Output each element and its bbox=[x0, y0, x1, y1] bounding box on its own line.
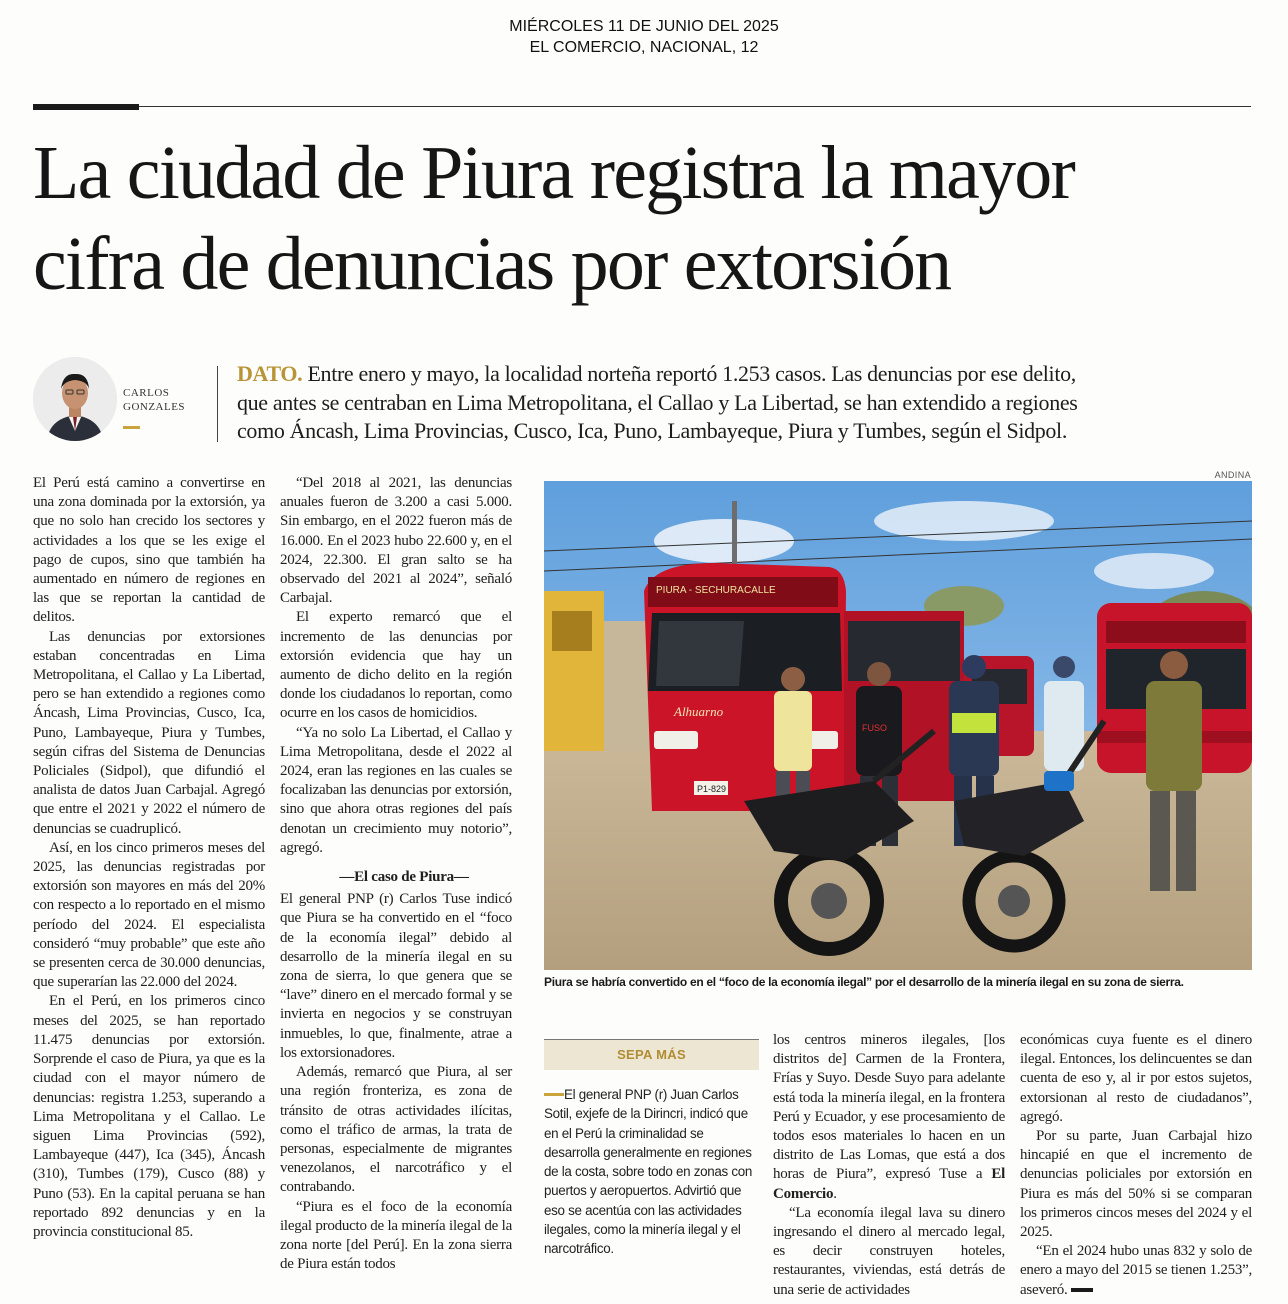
headline-line-1: La ciudad de Piura registra la mayor bbox=[33, 131, 1074, 215]
paragraph: “Piura es el foco de la economía ilegal producto de la minería ilegal de la zona norte [del Perú]. En la zona sierra de Piura están todos bbox=[280, 1198, 512, 1273]
paragraph: El experto remarcó que el incremento de las denuncias por extorsión evidencia que hay un aumento de dicho delito en la región donde los ciudadanos lo reportan, como ocurre en los casos de homicidios. bbox=[280, 609, 512, 722]
paragraph: Así, en los cinco primeros meses del 2025, las denuncias registradas por extorsión son mayores en más del 20% con respecto a lo reportado en el mismo período del 2024. El especialista consideró “muy probable” que este año se presenten cerca de 30.000 denuncias, que superarían las 22.000 del 2024. bbox=[33, 839, 265, 991]
article-column-4 bbox=[773, 1031, 1005, 1300]
end-mark-icon bbox=[1071, 1288, 1093, 1292]
paragraph: Las denuncias por extorsiones estaban concentradas en Lima Metropolitana, el Callao y La Libertad, pero se han extendido a regiones como Áncash, Lima Provincias, Cusco, Ica, Puno, Lambayeque, Piura y Tumbes, según cifras del Sistema de Denuncias Policiales (Sidpol), que difundió el analista de datos Juan Carbajal. Agregó que entre el 2021 y 2022 el número de denuncias se cuadruplicó. bbox=[33, 628, 265, 837]
author-portrait-icon bbox=[33, 357, 117, 441]
author-first-name: CARLOS bbox=[123, 387, 170, 399]
dato-line-3: como Áncash, Lima Provincias, Cusco, Ica, Puno, Lambayeque, Piura y Tumbes, según el Sidpol. bbox=[237, 418, 1067, 443]
paragraph: El general PNP (r) Carlos Tuse indicó que Piura se ha convertido en el “foco de la economía ilegal” debido al desarrollo de la minería ilegal en su zona de sierra, lo que genera que se “lave” dinero en el mercado formal y se invierta en negocios y se construyan inmuebles, lo que, finalmente, atrae a los extorsionadores. bbox=[280, 891, 512, 1061]
author-avatar bbox=[33, 357, 117, 441]
paragraph: Por su parte, Juan Carbajal hizo hincapié en que el incremento de denuncias policiales por extorsión en Piura es más del 50% si se comparan los primeros cincos meses del 2024 y el 2025. bbox=[1020, 1128, 1252, 1241]
paragraph: económicas cuya fuente es el dinero ilegal. Entonces, los delincuentes se dan cuenta de eso y, al ir por estos sujetos, extorsionan al resto de ciudadanos”, agregó. bbox=[1020, 1032, 1252, 1125]
paragraph-text: los centros mineros ilegales, [los distritos de] Carmen de la Frontera, Frías y Suyo. Desde Suyo para adelante está toda la minería ilegal, en la frontera Perú y Ecuador, y ese procesamiento de todos esos materiales lo hacen en un distrito de Las Lomas, que está a dos horas de Piura”, expresó Tuse a bbox=[773, 1032, 1005, 1183]
paragraph-text: “En el 2024 hubo unas 832 y solo de enero a mayo del 2015 se tienen 1.253”, aseveró. bbox=[1020, 1243, 1252, 1298]
article-column-5 bbox=[1020, 1031, 1252, 1300]
paragraph: Además, remarcó que Piura, al ser una región fronteriza, es zona de tránsito de otras actividades ilícitas, como el tráfico de armas, la trata de personas, especialmente de migrantes venezolanos, el narcotráfico y el contrabando. bbox=[280, 1064, 512, 1196]
paragraph bbox=[1020, 1242, 1252, 1300]
dato-summary bbox=[237, 360, 1257, 446]
bus-destination-sign: PIURA - SECHURA bbox=[656, 585, 744, 596]
bus-scene-illustration-icon bbox=[544, 481, 1252, 970]
paragraph: “Del 2018 al 2021, las denuncias anuales fueron de 3.200 a casi 5.000. Sin embargo, en el 2022 fueron más de 16.000. En el 2023 hubo 22.600 y, en el 2024, 22.300. El gran salto se ha observado del 2021 al 2024”, señaló Carbajal. bbox=[280, 475, 512, 607]
paragraph: El Perú está camino a convertirse en una zona dominada por la extorsión, ya que no solo han crecido los sectores y actividades a los que se les exige el pago de cupos, sino que también ha aumentado en número de regiones en las que se reportan la cantidad de delitos. bbox=[33, 475, 265, 626]
author-accent-bar bbox=[123, 426, 140, 429]
bus-brand-label: Alhuarno bbox=[674, 704, 724, 719]
paragraph: “La economía ilegal lava su dinero ingresando el dinero al mercado legal, es decir construyen hoteles, restaurantes, viviendas, está detrás de una serie de actividades bbox=[773, 1204, 1005, 1298]
article-column-2 bbox=[280, 474, 512, 1274]
paragraph: En el Perú, en los primeros cinco meses del 2025, se han reportado 11.475 denuncias por extorsión. Sorprende el caso de Piura, ya que es la ciudad con el mayor número de denuncias: registra 1.253, superando a Lima Metropolitana y el Callao. Le siguen Lima Provincias (592), Lambayeque (447), Ica (345), Áncash (310), Tumbes (179), Cusco (88) y Puno (53). En la capital peruana se han reportado 892 denuncias y en la provincia constitucional 85. bbox=[33, 993, 265, 1240]
bus-destination-sign-2: CALLE bbox=[744, 585, 776, 596]
subhead-el-caso-de-piura: —El caso de Piura— bbox=[339, 869, 469, 886]
paragraph: “Ya no solo La Libertad, el Callao y Lima Metropolitana, desde el 2022 al 2024, eran las regiones en las cuales se focalizaban las denuncias por extorsión, sino que ahora otras regiones del país denotan un crecimiento muy notorio”, agregó. bbox=[280, 724, 512, 856]
author-last-name: GONZALES bbox=[123, 401, 186, 413]
header-rule-accent bbox=[33, 104, 139, 110]
article-column-1 bbox=[33, 474, 265, 1242]
dato-line-1-text: Entre enero y mayo, la localidad norteña reportó 1.253 casos. Las denuncias por ese delito, bbox=[307, 361, 1076, 386]
bus-plate-label: P1-829 bbox=[697, 784, 727, 794]
issue-section: EL COMERCIO, NACIONAL, 12 bbox=[529, 39, 759, 56]
headline bbox=[33, 128, 1263, 310]
sepa-mas-body: El general PNP (r) Juan Carlos Sotil, exjefe de la Dirincri, indicó que en el Perú la criminalidad se desarrolla generalmente en regiones de la costa, sobre todo en zonas con puertos y aeropuertos. Advirtió que eso se acentúa con las actividades ilegales, como la minería ilegal y el narcotráfico. bbox=[544, 1087, 753, 1257]
photo-credit: ANDINA bbox=[1214, 470, 1251, 480]
photo-caption: Piura se habría convertido en el “foco de la economía ilegal” por el desarrollo de la minería ilegal en su zona de sierra. bbox=[544, 975, 1184, 989]
byline-divider bbox=[217, 366, 218, 442]
issue-date: MIÉRCOLES 11 DE JUNIO DEL 2025 bbox=[509, 18, 779, 35]
sepa-mas-title: SEPA MÁS bbox=[544, 1040, 759, 1070]
paragraph: los centros mineros ilegales, [los distritos de] Carmen de la Frontera, Frías y Suyo. Desde Suyo para adelante está toda la minería ilegal, en la frontera Perú y Ecuador, y ese procesamiento de todos esos materiales lo hacen en un distrito de Las Lomas, que está a dos horas de Piura”, expresó Tuse a El Comercio. bbox=[773, 1032, 1006, 1202]
article-photo bbox=[544, 481, 1252, 970]
header-rule bbox=[33, 106, 1251, 107]
el-comercio-name: El Comercio bbox=[773, 1166, 1006, 1202]
dato-line-2: que antes se centraban en Lima Metropolitana, el Callao y La Libertad, se han extendido a regiones bbox=[237, 389, 1078, 415]
headline-line-2: cifra de denuncias por extorsión bbox=[33, 222, 951, 306]
author-byline bbox=[123, 386, 203, 414]
masthead bbox=[0, 16, 1288, 58]
dato-key: DATO. bbox=[237, 361, 303, 386]
dato-line-1 bbox=[237, 360, 1257, 389]
fuso-shirt-label: FUSO bbox=[862, 723, 888, 733]
